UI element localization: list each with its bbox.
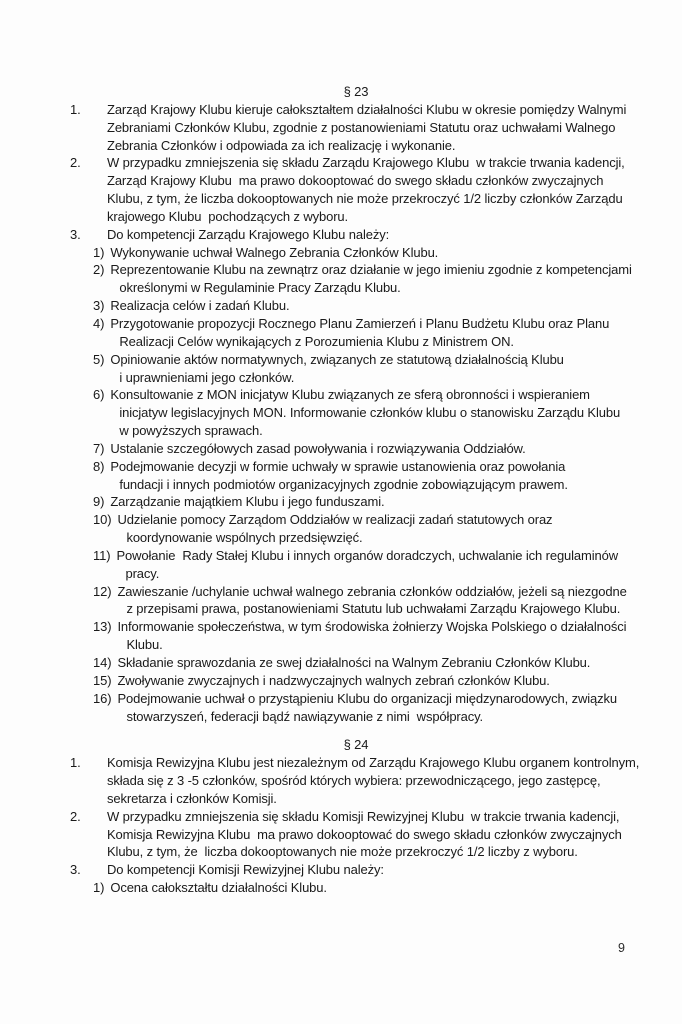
subitem-number: 14)	[93, 655, 112, 670]
subitem-number: 9)	[93, 494, 105, 510]
subitem-number: 10)	[93, 512, 112, 528]
text-line: krajowego Klubu pochodzących z wyboru.	[107, 208, 349, 224]
subitem-number: 1)	[93, 880, 105, 896]
item-text-0-2-12	[117, 618, 642, 654]
item-text-0-2-3	[110, 315, 642, 351]
item-text-0-2-15	[117, 690, 642, 726]
sub-list-item	[93, 493, 642, 511]
item-text-0-2-14	[117, 672, 642, 690]
item-number: 1.	[70, 755, 81, 771]
text-line: Zwoływanie zwyczajnych i nadzwyczajnych walnych zebrań członków Klubu.	[117, 672, 550, 688]
sub-list-item	[93, 458, 642, 494]
text-line: Udzielanie pomocy Zarządom Oddziałów w realizacji zadań statutowych oraz	[117, 512, 553, 528]
sub-list-item	[93, 690, 642, 726]
list-item	[70, 101, 642, 155]
text-line: Ustalanie szczegółowych zasad powoływania i rozwiązywania Oddziałów.	[110, 440, 526, 456]
item-number: 2.	[70, 808, 81, 824]
section-heading: § 23	[343, 84, 369, 99]
sub-list-item	[93, 547, 642, 583]
item-text-0-2-9	[117, 511, 642, 547]
subitem-number: 7)	[93, 440, 105, 456]
text-line: określonymi w Regulaminie Pracy Zarządu Klubu.	[119, 280, 401, 296]
sub-list-item	[93, 351, 642, 387]
text-line: Przygotowanie propozycji Rocznego Planu Zamierzeń i Planu Budżetu Klubu oraz Planu	[110, 315, 610, 331]
item-number: 2.	[70, 155, 81, 171]
subitem-number: 5)	[93, 351, 105, 367]
item-text-0-2-13	[117, 654, 642, 672]
subitem-number: 4)	[93, 315, 105, 331]
sub-list-item	[93, 244, 642, 262]
sub-list-item	[93, 511, 642, 547]
text-line: w powyższych sprawach.	[119, 423, 263, 439]
text-line: Zarząd Krajowy Klubu ma prawo dokooptować do swego składu członków zwyczajnych	[107, 173, 604, 189]
sub-list-item	[93, 672, 642, 690]
item-text-0-1	[107, 154, 642, 225]
text-line: W przypadku zmniejszenia się składu Zarządu Krajowego Klubu w trakcie trwania kadencji,	[107, 155, 625, 171]
sub-list-item	[93, 315, 642, 351]
subitem-number: 8)	[93, 458, 105, 474]
list-item	[70, 861, 642, 879]
text-line: Zarządzanie majątkiem Klubu i jego funduszami.	[110, 494, 385, 510]
list-item	[70, 154, 642, 225]
item-number: 1.	[70, 101, 81, 117]
item-text-0-2-6	[110, 440, 642, 458]
sub-list-item	[93, 618, 642, 654]
sub-list-item	[93, 654, 642, 672]
text-line: Zawieszanie /uchylanie uchwał walnego zebrania członków oddziałów, jeżeli są niezgodne	[117, 583, 627, 599]
text-line: Składanie sprawozdania ze swej działalności na Walnym Zebraniu Członków Klubu.	[117, 655, 591, 670]
sub-list-item	[93, 879, 642, 897]
text-line: Klubu, z tym, że liczba dokooptowanych nie może przekroczyć 1/2 liczby członków Zarządu	[107, 191, 623, 207]
text-line: sekretarza i członków Komisji.	[107, 790, 277, 806]
subitem-number: 2)	[93, 262, 105, 278]
text-line: Konsultowanie z MON inicjatyw Klubu związanych ze sferą obronności i wspieraniem	[110, 387, 590, 403]
subitem-number: 15)	[93, 672, 112, 688]
text-line: Podejmowanie uchwał o przystąpieniu Klubu do organizacji międzynarodowych, związku	[117, 690, 618, 706]
section-heading: § 24	[343, 737, 369, 753]
subitem-number: 6)	[93, 387, 105, 403]
item-text-0-2-1	[110, 261, 642, 297]
text-line: Podejmowanie decyzji w formie uchwały w sprawie ustanowienia oraz powołania	[110, 458, 566, 474]
text-line: stowarzyszeń, federacji bądź nawiązywanie z nimi współpracy.	[126, 708, 484, 724]
subitem-number: 13)	[93, 619, 112, 635]
text-line: Klubu.	[126, 637, 163, 653]
text-line: fundacji i innych podmiotów organizacyjnych zgodnie zobowiązującym prawem.	[119, 476, 568, 492]
text-line: pracy.	[125, 565, 160, 581]
sub-list-item	[93, 261, 642, 297]
text-line: z przepisami prawa, postanowieniami Statutu lub uchwałami Zarządu Krajowego Klubu.	[126, 601, 621, 617]
text-line: Klubu, z tym, że liczba dokooptowanych nie może przekroczyć 1/2 liczby z wyboru.	[107, 844, 578, 860]
text-line: Zebrania Członków i odpowiada za ich realizację i wykonanie.	[107, 137, 456, 153]
item-text-1-0	[107, 754, 642, 808]
sub-list-item	[93, 386, 642, 440]
text-line: Zebraniami Członków Klubu, zgodnie z postanowieniami Statutu oraz uchwałami Walnego	[107, 119, 616, 135]
text-line: i uprawnieniami jego członków.	[119, 369, 295, 385]
item-text-0-2-8	[110, 493, 642, 511]
text-line: Reprezentowanie Klubu na zewnątrz oraz działanie w jego imieniu zgodnie z kompetencjami	[110, 262, 632, 278]
item-text-0-2-10	[116, 547, 642, 583]
text-line: Wykonywanie uchwał Walnego Zebrania Członków Klubu.	[110, 244, 439, 260]
page-number: 9	[618, 941, 625, 955]
item-text-0-2-0	[110, 244, 642, 262]
statute-section-1	[70, 736, 642, 897]
item-text-0-2-4	[110, 351, 642, 387]
text-line: Zarząd Krajowy Klubu kieruje całokształtem działalności Klubu w okresie pomiędzy Walnymi	[107, 101, 627, 117]
text-line: Opiniowanie aktów normatywnych, związanych ze statutową działalnością Klubu	[110, 351, 564, 367]
item-text-1-2	[107, 861, 642, 879]
text-line: koordynowanie wspólnych przedsięwzięć.	[126, 530, 363, 546]
item-number: 3.	[70, 226, 81, 242]
text-line: inicjatyw legislacyjnych MON. Informowanie członków klubu o stanowisku Zarządu Klubu	[119, 405, 621, 421]
sub-list-item	[93, 297, 642, 315]
list-item	[70, 808, 642, 862]
item-text-0-2-7	[110, 458, 642, 494]
text-line: Do kompetencji Komisji Rewizyjnej Klubu należy:	[107, 862, 384, 878]
subitem-number: 16)	[93, 690, 112, 706]
list-item	[70, 226, 642, 244]
sub-list-item	[93, 440, 642, 458]
item-text-1-2-0	[110, 879, 642, 897]
item-text-0-2-2	[110, 297, 642, 315]
item-text-0-0	[107, 101, 642, 155]
item-text-1-1	[107, 808, 642, 862]
text-line: Powołanie Rady Stałej Klubu i innych organów doradczych, uchwalanie ich regulaminów	[116, 547, 619, 563]
text-line: Komisja Rewizyjna Klubu jest niezależnym od Zarządu Krajowego Klubu organem kontrolnym,	[107, 755, 640, 771]
text-line: Do kompetencji Zarządu Krajowego Klubu należy:	[107, 226, 390, 242]
text-line: Komisja Rewizyjna Klubu ma prawo dokooptować do swego składu członków zwyczajnych	[107, 826, 622, 842]
text-line: Realizacja celów i zadań Klubu.	[110, 298, 290, 314]
subitem-number: 11)	[93, 547, 111, 563]
item-number: 3.	[70, 862, 81, 878]
subitem-number: 3)	[93, 298, 105, 314]
subitem-number: 12)	[93, 583, 112, 599]
list-item	[70, 754, 642, 808]
statute-section-0	[70, 83, 642, 725]
text-line: Informowanie społeczeństwa, w tym środowiska żołnierzy Wojska Polskiego o działalności	[117, 619, 627, 635]
subitem-number: 1)	[93, 244, 105, 260]
item-text-0-2-11	[117, 583, 642, 619]
sub-list-item	[93, 583, 642, 619]
text-line: Ocena całokształtu działalności Klubu.	[110, 880, 327, 896]
item-text-0-2-5	[110, 386, 642, 440]
item-text-0-2	[107, 226, 642, 244]
text-line: Realizacji Celów wynikających z Porozumienia Klubu z Ministrem ON.	[119, 333, 514, 349]
text-line: składa się z 3 -5 członków, spośród których wybiera: przewodniczącego, jego zastępcę,	[107, 773, 601, 789]
text-line: W przypadku zmniejszenia się składu Komisji Rewizyjnej Klubu w trakcie trwania kadencji,	[107, 808, 620, 824]
